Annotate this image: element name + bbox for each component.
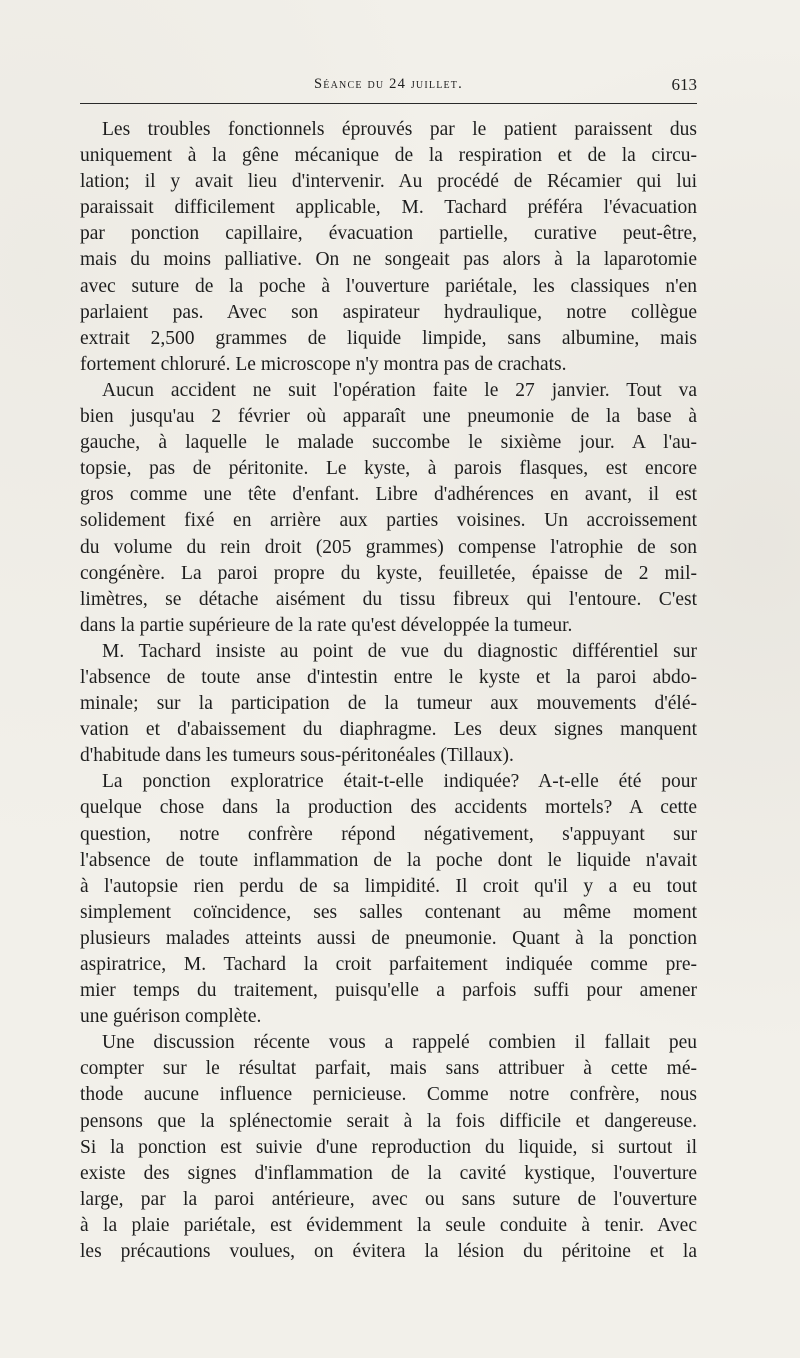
text-line: parlaient pas. Avec son aspirateur hydraulique, notre collègue (80, 301, 697, 323)
text-line: vation et d'abaissement du diaphragme. Les deux signes manquent (80, 719, 697, 741)
text-line: minale; sur la participation de la tumeur aux mouvements d'élé- (80, 693, 697, 715)
text-line: gauche, à laquelle le malade succombe le sixième jour. A l'au- (80, 432, 697, 454)
text-line: une guérison complète. (80, 1006, 262, 1028)
text-line: thode aucune influence pernicieuse. Comme notre confrère, nous (80, 1084, 697, 1106)
text-line: extrait 2,500 grammes de liquide limpide, sans albumine, mais (80, 327, 697, 349)
text-line: large, par la paroi antérieure, avec ou sans suture de l'ouverture (80, 1188, 697, 1210)
text-line: solidement fixé en arrière aux parties voisines. Un accroissement (80, 510, 697, 532)
text-line: plusieurs malades atteints aussi de pneumonie. Quant à la ponction (80, 927, 697, 949)
text-line: pensons que la splénectomie serait à la fois difficile et dangereuse. (80, 1110, 697, 1132)
page-header (80, 74, 697, 98)
text-line: mier temps du traitement, puisqu'elle a parfois suffi pour amener (80, 980, 697, 1002)
text-line: lation; il y avait lieu d'intervenir. Au procédé de Récamier qui lui (80, 171, 697, 193)
text-line: l'absence de toute inflammation de la poche dont le liquide n'avait (80, 849, 697, 871)
text-line: topsie, pas de péritonite. Le kyste, à parois flasques, est encore (80, 458, 697, 480)
text-line: aspiratrice, M. Tachard la croit parfaitement indiquée comme pre- (80, 954, 697, 975)
text-line: Une discussion récente vous a rappelé combien il fallait peu (102, 1032, 697, 1054)
text-line: paraissait difficilement applicable, M. Tachard préféra l'évacuation (80, 197, 697, 219)
text-line: à la plaie pariétale, est évidemment la seule conduite à tenir. Avec (80, 1214, 697, 1236)
text-line: l'absence de toute anse d'intestin entre le kyste et la paroi abdo- (80, 666, 697, 688)
text-line: par ponction capillaire, évacuation partielle, curative peut-être, (80, 223, 697, 245)
text-line: avec suture de la poche à l'ouverture pariétale, les classiques n'en (80, 275, 697, 297)
text-line: bien jusqu'au 2 février où apparaît une pneumonie de la base à (80, 406, 697, 428)
header-rule (80, 103, 697, 104)
text-line: Aucun accident ne suit l'opération faite le 27 janvier. Tout va (102, 379, 697, 401)
text-line: gros comme une tête d'enfant. Libre d'adhérences en avant, il est (80, 484, 697, 506)
text-line: dans la partie supérieure de la rate qu'est développée la tumeur. (80, 614, 573, 636)
text-line: les précautions voulues, on évitera la lésion du péritoine et la (80, 1241, 697, 1263)
text-line: Les troubles fonctionnels éprouvés par le patient paraissent dus (102, 119, 697, 140)
text-line: La ponction exploratrice était-t-elle indiquée? A-t-elle été pour (102, 771, 697, 793)
text-line: compter sur le résultat parfait, mais sans attribuer à cette mé- (80, 1058, 697, 1080)
text-line: Si la ponction est suivie d'une reproduction du liquide, si surtout il (80, 1136, 697, 1158)
body-text (80, 117, 697, 1265)
text-line: quelque chose dans la production des accidents mortels? A cette (80, 797, 697, 819)
text-line: simplement coïncidence, ses salles contenant au même moment (80, 901, 697, 923)
running-title: Séance du 24 juillet. (314, 76, 463, 92)
text-line: uniquement à la gêne mécanique de la respiration et de la circu- (80, 145, 697, 167)
text-line: congénère. La paroi propre du kyste, feuilletée, épaisse de 2 mil- (80, 562, 697, 584)
text-line: d'habitude dans les tumeurs sous-péritonéales (Tillaux). (80, 745, 514, 767)
text-line: M. Tachard insiste au point de vue du diagnostic différentiel sur (102, 640, 697, 662)
text-line: fortement chloruré. Le microscope n'y montra pas de crachats. (80, 353, 567, 375)
text-line: existe des signes d'inflammation de la cavité kystique, l'ouverture (80, 1162, 697, 1184)
text-line: limètres, se détache aisément du tissu fibreux qui l'entoure. C'est (80, 588, 697, 610)
page-number: 613 (671, 75, 697, 94)
text-line: question, notre confrère répond négativement, s'appuyant sur (80, 823, 697, 845)
text-line: mais du moins palliative. On ne songeait pas alors à la laparotomie (80, 249, 697, 271)
text-line: du volume du rein droit (205 grammes) compense l'atrophie de son (80, 536, 697, 558)
text-line: à l'autopsie rien perdu de sa limpidité. Il croit qu'il y a eu tout (80, 875, 697, 897)
